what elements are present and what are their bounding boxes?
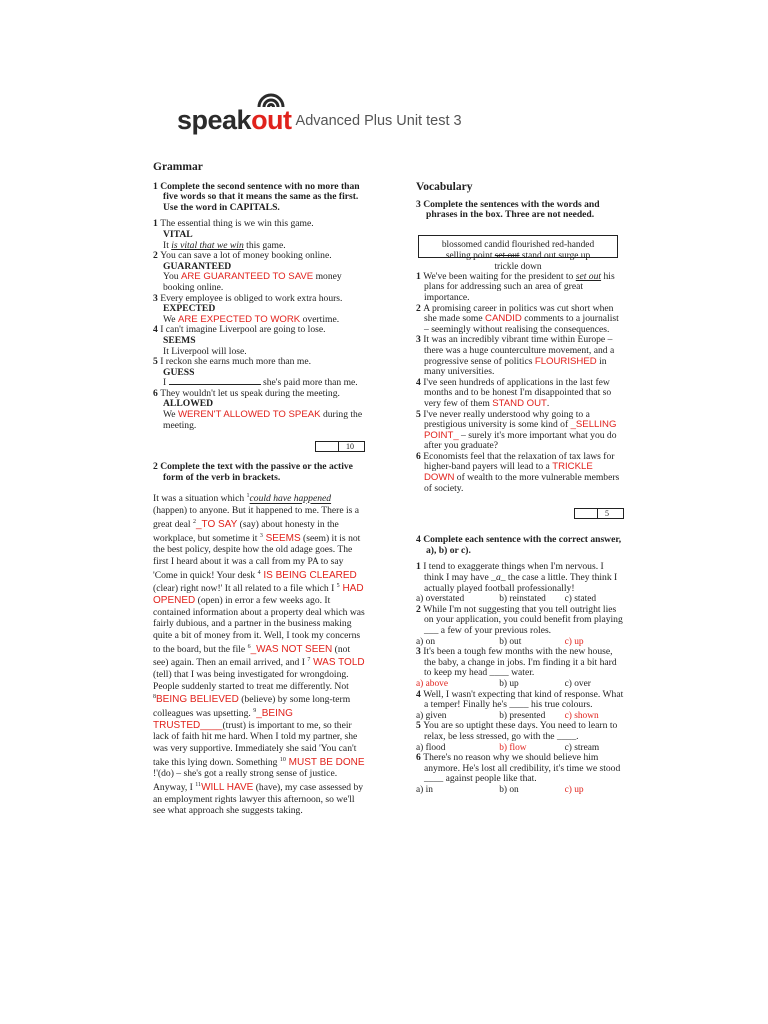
gap-answer: HAD OPENED: [153, 583, 364, 607]
option-a: a) flood: [416, 742, 446, 753]
signal-waves-icon: [253, 91, 289, 109]
word-box: [418, 235, 618, 272]
gap-number: 6: [247, 643, 251, 650]
gap-answer: _BEING TRUSTED____: [153, 708, 293, 731]
gap-number: 2: [192, 518, 196, 525]
mc-item: [416, 753, 624, 795]
item-answer: ARE GUARANTEED TO SAVE: [180, 271, 314, 283]
item-number: 1: [153, 218, 161, 230]
vocab-item: 6 Economists feel that the relaxation of tax laws for higher-band payers will lead to a TRICKLE DOWN of wealth to the more vulnerable members of society.: [416, 450, 620, 494]
exercise-3-score: [416, 508, 624, 519]
item-number: 2: [153, 250, 161, 262]
grammar-heading: Grammar: [153, 161, 203, 173]
exercise-3-instruction: 3 Complete the sentences with the words and phrases in the box. Three are not needed.: [416, 198, 600, 221]
gap-answer: _WAS NOT SEEN: [250, 643, 333, 655]
gap-number: 1: [246, 493, 250, 500]
item-number: 1: [416, 561, 424, 573]
mc-question: 2 While I'm not suggesting that you tell outright lies on your application, you could benefit from playing ___ a few of your previous roles.: [416, 603, 623, 636]
item-number: 6: [416, 450, 424, 462]
word-box-line-2: [425, 251, 611, 262]
vocab-item: 3 It was an incredibly vibrant time within Europe – there was a huge counterculture movement, and a progressive sense of politics FLOURISHED in many universities.: [416, 334, 615, 378]
vocab-item: 4 I've seen hundreds of applications in the last few months and to be honest I'm disappointed that so very few of them STAND OUT.: [416, 376, 612, 409]
option-b: b) presented: [499, 710, 546, 721]
speakout-logo: [177, 94, 462, 134]
option-b: b) up: [499, 678, 519, 689]
exercise-1-items: [153, 219, 365, 431]
item-answer-line: I she's paid more than me.: [163, 377, 358, 389]
item-sentence: 5 I reckon she earns much more than me.: [153, 356, 311, 368]
grammar-item: [153, 325, 365, 357]
gap-answer: SEEMS: [262, 532, 301, 544]
option-c: c) up: [564, 636, 584, 647]
logo-speak-text: speak: [177, 105, 252, 135]
item-answer-line: It Liverpool will lose.: [163, 345, 247, 357]
score-total: 5: [605, 509, 609, 519]
exercise-1-instruction: 1 Complete the second sentence with no more than five words so that it means the same as the first. Use the word in CAPITALS.: [153, 180, 360, 213]
item-number: 6: [153, 387, 161, 399]
mc-item: [416, 690, 624, 722]
option-a: a) given: [416, 710, 447, 721]
option-b: b) reinstated: [499, 594, 546, 605]
mc-question: 3 It's been a tough few months with the new house, the baby, a change in jobs. I'm finding it a bit hard to keep my head ____ water.: [416, 646, 617, 679]
exercise-2-passage: It was a situation which $^1$could have happened (happen) to anyone. But it happened to me. There is a great deal $^2$_TO SAY (say) about honesty in the workplace, but sometime it $^3$ SEEMS (seem) it is not the best policy, despite how the old adage goes. The first I heard about it was a call from my PA to say 'Come in quick! Your desk $^4$ IS BEING CLEARED (clear) right now!' It all related to a file which I $^5$ HAD OPENED (open) in error a few weeks ago. It contained information about a property deal which was fairly dubious, and a partner in the business making quite a bit of money from it. Well, I took my concerns to the board, but the file $^6$_WAS NOT SEEN (not see) again. Then an email arrived, and I $^7$ WAS TOLD (tell) that I was being investigated for wrongdoing. People suddenly started to treat me differently. Not $^8$BEING BELIEVED (believe) by some long-term colleagues was upsetting. $^9$_BEING TRUSTED____(trust) is important to me, so their lack of faith hit me hard. When I told my partner, she was very supportive. Immediately she said 'You can't take this lying down. Something $^{10}$ MUST BE DONE !'(do) – she's got a really strong sense of justice. Anyway, I $^{11}$WILL HAVE (have), my case assessed by an employment rights lawyer this afternoon, so we'll see what approach she suggests taking.: [153, 493, 365, 817]
item-keyword: SEEMS: [163, 334, 196, 346]
item-answer: TRICKLE DOWN: [424, 461, 593, 484]
item-answer: FLOURISHED: [534, 355, 597, 367]
option-c: c) shown: [564, 710, 599, 721]
gap-number: 8: [153, 694, 156, 701]
vocabulary-column: [416, 182, 624, 796]
item-keyword: EXPECTED: [163, 303, 216, 315]
mc-item: [416, 562, 624, 604]
item-sentence: 3 Every employee is obliged to work extra hours.: [153, 292, 343, 304]
gap-answer: WILL HAVE: [201, 782, 254, 794]
item-keyword: GUARANTEED: [163, 260, 232, 272]
option-b: b) flow: [499, 742, 527, 753]
gap-answer: MUST BE DONE: [285, 756, 365, 768]
grammar-item: [153, 357, 365, 389]
gap-number: 7: [307, 657, 311, 664]
gap-answer: BEING BELIEVED: [156, 694, 239, 706]
item-answer: ARE EXPECTED TO WORK: [177, 313, 301, 325]
mc-item: [416, 721, 624, 753]
mc-item: [416, 605, 624, 647]
item-number: 3: [416, 646, 424, 658]
score-total: 10: [346, 442, 354, 452]
item-number: 5: [153, 356, 161, 368]
option-a: a) in: [416, 784, 433, 795]
item-answer: WEREN'T ALLOWED TO SPEAK: [177, 409, 321, 421]
grammar-column: [153, 162, 365, 817]
exercise-4-items: [416, 562, 624, 795]
mc-answer: _a_: [491, 572, 506, 584]
score-box: [315, 441, 365, 452]
option-c: c) stated: [564, 594, 597, 605]
item-answer: CANDID: [485, 313, 522, 325]
answer-blank: [169, 384, 261, 385]
exercise-3-items: [416, 272, 624, 494]
option-c: c) over: [564, 678, 591, 689]
option-a: a) above: [416, 678, 449, 689]
gap-answer: _TO SAY: [195, 519, 238, 530]
gap-number: 5: [336, 583, 340, 590]
gap-number: 4: [257, 569, 261, 576]
option-b: b) out: [499, 636, 522, 647]
grammar-item: [153, 294, 365, 326]
item-answer: _SELLING POINT_: [424, 419, 617, 441]
option-a: a) overstated: [416, 594, 465, 605]
vocabulary-heading: Vocabulary: [416, 181, 473, 193]
gap-number: 9: [253, 708, 257, 715]
unit-test-title: Advanced Plus Unit test 3: [295, 113, 462, 129]
mc-options: [416, 679, 624, 690]
item-answer-line: You ARE GUARANTEED TO SAVE money booking online.: [163, 271, 342, 293]
item-answer: is vital that we win: [171, 239, 244, 251]
vocab-item: 2 A promising career in politics was cut short when she made some CANDID comments to a journalist – seemingly without realising the consequences.: [416, 302, 619, 335]
logo-out-text: [251, 107, 291, 134]
score-box: [574, 508, 624, 519]
logo-out-label: out: [251, 105, 292, 135]
item-number: 6: [416, 752, 424, 764]
mc-question: 5 You are so uptight these days. You need to learn to relax, be less stressed, go with the ____.: [416, 720, 618, 742]
gap-answer: IS BEING CLEARED: [260, 569, 357, 581]
item-number: 5: [416, 720, 424, 732]
mc-question: 1 I tend to exaggerate things when I'm nervous. I think I may have _a_ the case a little. They think I actually played football professionally!: [416, 561, 618, 594]
grammar-item: [153, 251, 365, 293]
grammar-item: [153, 389, 365, 431]
word-box-line-2-b: stand out surge up: [519, 250, 591, 261]
grammar-item: [153, 219, 365, 251]
option-a: a) on: [416, 636, 436, 647]
gap-number: 10: [279, 756, 286, 763]
item-answer-line: It is vital that we win this game.: [163, 239, 286, 251]
item-number: 2: [416, 302, 424, 314]
item-keyword: VITAL: [163, 228, 193, 240]
vocab-item: 5 I've never really understood why going to a prestigious university is some kind of _SELLING POINT_ – surely it's more important what you do after you graduate?: [416, 408, 617, 452]
item-sentence: 1 The essential thing is we win this game.: [153, 218, 314, 230]
word-box-line-1: blossomed candid flourished red-handed: [441, 239, 595, 250]
item-number: 4: [416, 688, 424, 700]
item-sentence: 2 You can save a lot of money booking online.: [153, 250, 332, 262]
mc-question: 4 Well, I wasn't expecting that kind of response. What a temper! Finally he's ____ his true colours.: [416, 688, 624, 711]
option-c: c) stream: [564, 742, 600, 753]
exercise-2-instruction: 2 Complete the text with the passive or the active form of the verb in brackets.: [153, 461, 353, 483]
item-answer-line: We WEREN'T ALLOWED TO SPEAK during the meeting.: [163, 409, 363, 431]
gap-number: 3: [259, 532, 263, 539]
item-sentence: 6 They wouldn't let us speak during the meeting.: [153, 387, 340, 399]
item-number: 1: [416, 270, 424, 282]
mc-question: 6 There's no reason why we should believe him anymore. He's lost all credibility, it's time we stood ____ against people like that.: [416, 752, 621, 785]
exercise-4-instruction: 4 Complete each sentence with the correct answer, a), b) or c).: [416, 534, 622, 556]
item-number: 3: [416, 334, 424, 346]
item-keyword: ALLOWED: [163, 398, 214, 410]
gap-answer: WAS TOLD: [310, 657, 365, 669]
item-number: 2: [416, 603, 424, 615]
word-box-line-3: trickle down: [494, 261, 542, 272]
item-answer: set out: [575, 270, 602, 282]
item-number: 5: [416, 408, 424, 420]
item-answer-line: We ARE EXPECTED TO WORK overtime.: [163, 313, 340, 325]
item-number: 4: [153, 324, 161, 336]
item-number: 4: [416, 376, 424, 388]
crossed-out-word: set out: [494, 250, 520, 261]
item-number: 3: [153, 292, 161, 304]
gap-example-answer: could have happened: [249, 493, 332, 505]
item-keyword: GUESS: [163, 366, 195, 378]
option-b: b) on: [499, 784, 519, 795]
vocab-item: 1 We've been waiting for the president to set out his plans for addressing such an area of great importance.: [416, 270, 615, 303]
gap-number: 11: [195, 781, 202, 788]
mc-item: [416, 647, 624, 689]
option-c: c) up: [564, 784, 584, 795]
item-sentence: 4 I can't imagine Liverpool are going to lose.: [153, 324, 326, 336]
exercise-1-score: [153, 441, 365, 452]
item-answer: STAND OUT: [492, 397, 547, 409]
word-box-line-2-a: selling point: [445, 250, 495, 261]
mc-options: [416, 785, 624, 796]
